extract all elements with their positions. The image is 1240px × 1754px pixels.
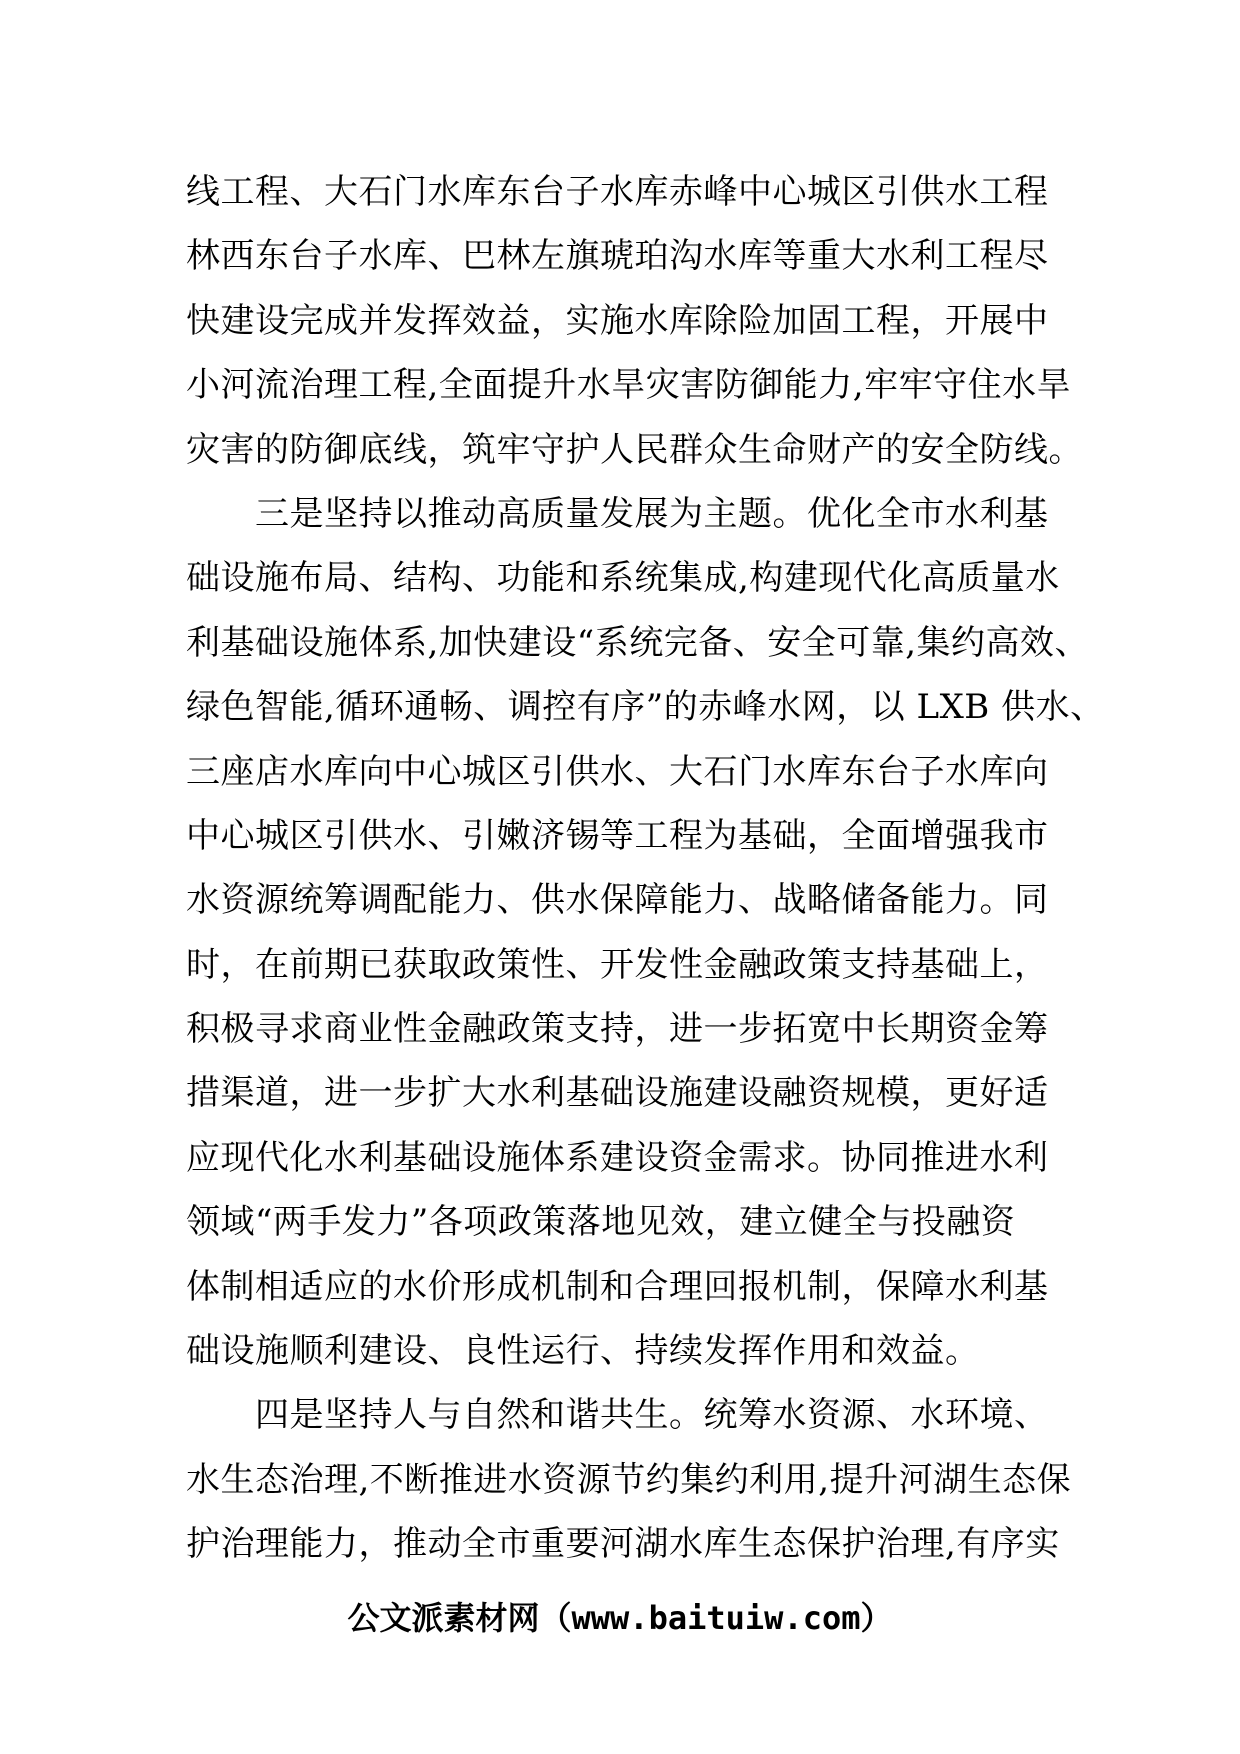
text-line: 护治理能力，推动全市重要河湖水库生态保护治理,有序实 [186, 1524, 1060, 1565]
text-line: 中心城区引供水、引嫩济锡等工程为基础，全面增强我市 [186, 815, 1049, 856]
text-line: 小河流治理工程,全面提升水旱灾害防御能力,牢牢守住水旱 [186, 365, 1072, 406]
text-line: 线工程、大石门水库东台子水库赤峰中心城区引供水工程 [186, 172, 1049, 212]
text-line: 领域“两手发力”各项政策落地见效，建立健全与投融资 [186, 1202, 1016, 1243]
text-line: 水资源统筹调配能力、供水保障能力、战略储备能力。同 [186, 880, 1049, 921]
text-line: 绿色智能,循环通畅、调控有序”的赤峰水网，以 LXB 供水、 [186, 687, 1105, 728]
document-body [186, 160, 1105, 1577]
text-line: 础设施布局、结构、功能和系统集成,构建现代化高质量水 [186, 558, 1060, 599]
text-line: 体制相适应的水价形成机制和合理回报机制，保障水利基 [186, 1266, 1049, 1307]
text-line: 应现代化水利基础设施体系建设资金需求。协同推进水利 [186, 1137, 1049, 1178]
text-line: 措渠道，进一步扩大水利基础设施建设融资规模，更好适 [186, 1073, 1049, 1114]
text-line: 础设施顺利建设、良性运行、持续发挥作用和效益。 [186, 1331, 980, 1372]
text-line: 水生态治理,不断推进水资源节约集约利用,提升河湖生态保 [186, 1459, 1072, 1500]
text-line: 三座店水库向中心城区引供水、大石门水库东台子水库向 [186, 751, 1049, 792]
text-line: 林西东台子水库、巴林左旗琥珀沟水库等重大水利工程尽 [186, 236, 1049, 277]
paragraph-start-line: 三是坚持以推动高质量发展为主题。优化全市水利基 [186, 493, 1049, 534]
page-footer-watermark: 公文派素材网（www.baituiw.com） [347, 1599, 893, 1637]
text-line: 灾害的防御底线，筑牢守护人民群众生命财产的安全防线。 [186, 429, 1083, 470]
text-line: 快建设完成并发挥效益，实施水库除险加固工程，开展中 [186, 300, 1049, 341]
text-line: 积极寻求商业性金融政策支持，进一步拓宽中长期资金筹 [186, 1009, 1049, 1050]
text-line: 利基础设施体系,加快建设“系统完备、安全可靠,集约高效、 [186, 622, 1089, 663]
paragraph-start-line: 四是坚持人与自然和谐共生。统筹水资源、水环境、 [186, 1395, 1049, 1436]
text-line: 时，在前期已获取政策性、开发性金融政策支持基础上， [186, 944, 1049, 985]
